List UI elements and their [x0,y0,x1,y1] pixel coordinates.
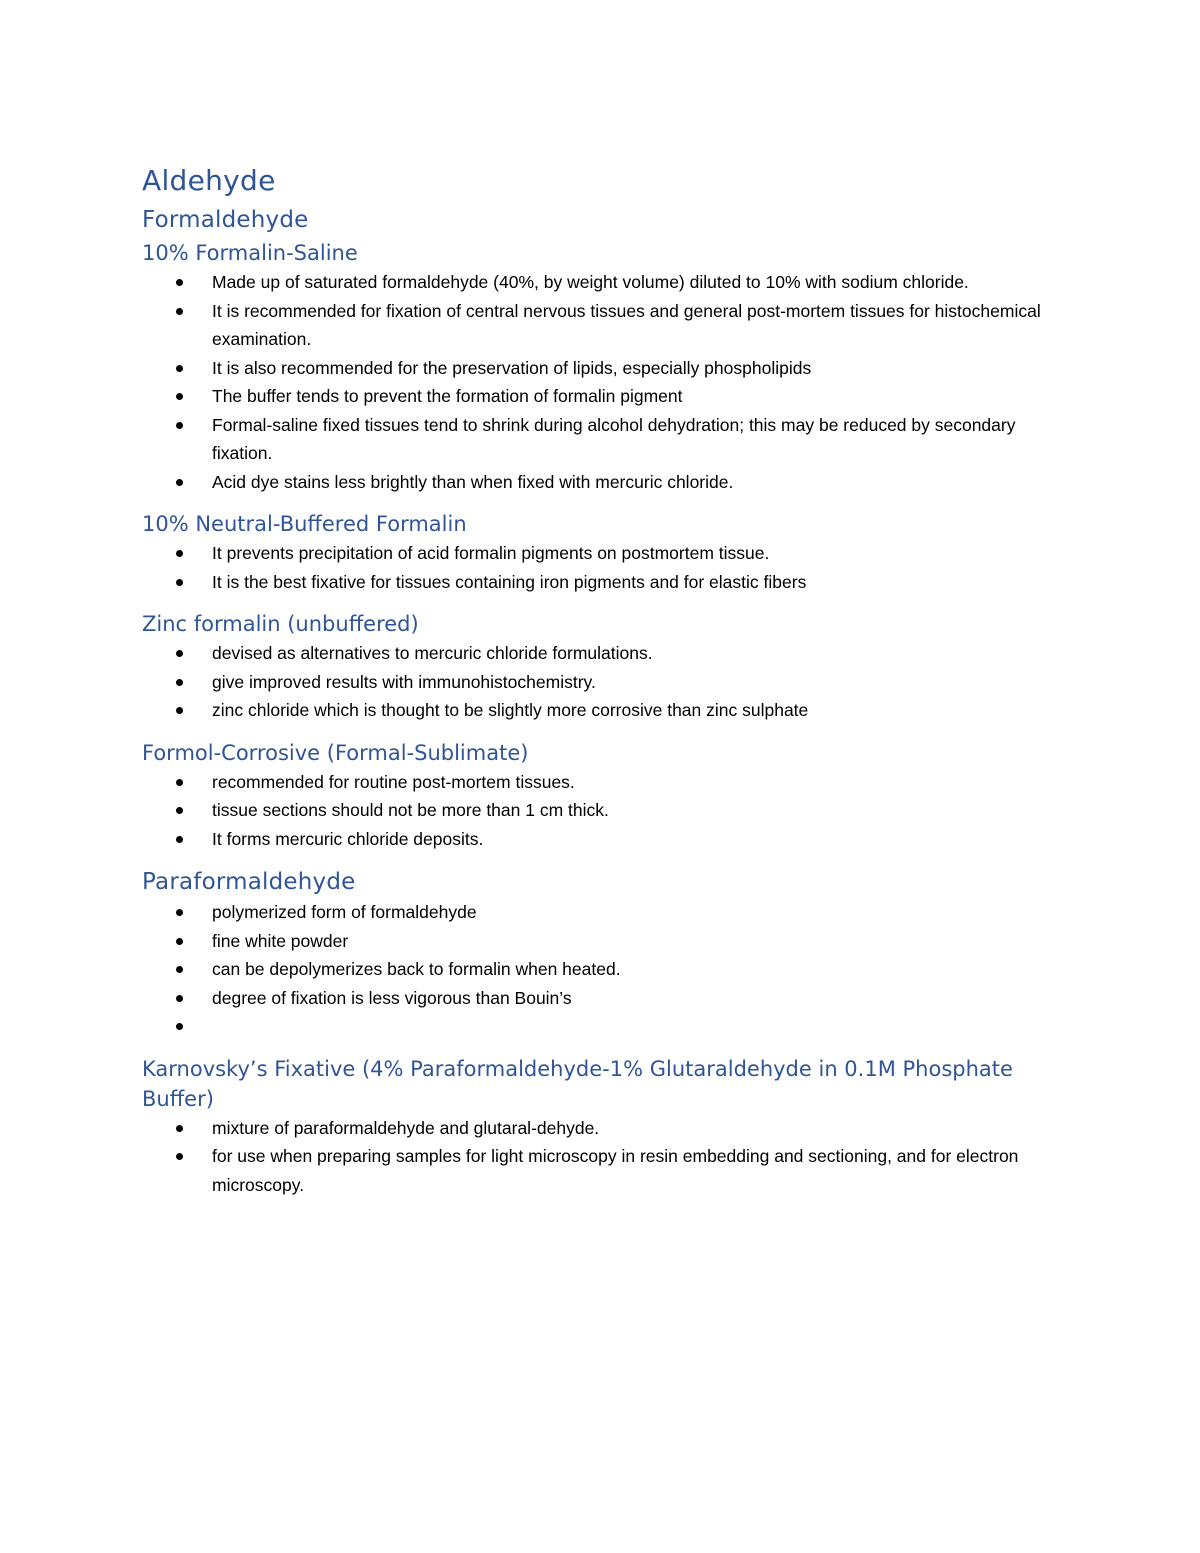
list-item: give improved results with immunohistochemistry. [142,668,1062,697]
bullet-icon [176,479,183,486]
list-item: It forms mercuric chloride deposits. [142,825,1062,854]
list-item: It prevents precipitation of acid formalin pigments on postmortem tissue. [142,539,1062,568]
bullet-icon [176,279,183,286]
bullet-icon [176,836,183,843]
bullet-icon [176,807,183,814]
bullet-icon [176,650,183,657]
list-item: polymerized form of formaldehyde [142,898,1062,927]
heading-zinc-formalin: Zinc formalin (unbuffered) [142,612,419,636]
bullet-icon [176,550,183,557]
document-content [142,160,1062,1199]
list-item: devised as alternatives to mercuric chloride formulations. [142,639,1062,668]
bullet-icon [176,1153,183,1160]
bullet-icon [176,707,183,714]
bullet-icon [176,422,183,429]
zinc-formalin-list [142,639,1062,725]
list-item: The buffer tends to prevent the formation of formalin pigment [142,382,1062,411]
list-item [142,1012,1062,1041]
list-item: Formal-saline fixed tissues tend to shrink during alcohol dehydration; this may be reduced by secondary fixation. [142,411,1062,468]
paraformaldehyde-list [142,898,1062,1041]
list-item: It is also recommended for the preservation of lipids, especially phospholipids [142,354,1062,383]
bullet-icon [176,308,183,315]
list-item: for use when preparing samples for light microscopy in resin embedding and sectioning, and for electron microscopy. [142,1142,1062,1199]
list-item: tissue sections should not be more than 1 cm thick. [142,796,1062,825]
bullet-icon [176,938,183,945]
formol-corrosive-list [142,768,1062,854]
heading-formalin-saline: 10% Formalin-Saline [142,241,358,265]
bullet-icon [176,995,183,1002]
heading-formol-corrosive: Formol-Corrosive (Formal-Sublimate) [142,740,529,765]
heading-formaldehyde: Formaldehyde [142,207,309,233]
list-item: zinc chloride which is thought to be slightly more corrosive than zinc sulphate [142,696,1062,725]
bullet-icon [176,393,183,400]
karnovsky-list [142,1114,1062,1200]
heading-neutral-buffered-formalin: 10% Neutral-Buffered Formalin [142,512,467,536]
list-item: Acid dye stains less brightly than when fixed with mercuric chloride. [142,468,1062,497]
bullet-icon [176,365,183,372]
neutral-buffered-formalin-list [142,539,1062,596]
heading-karnovsky: Karnovsky’s Fixative (4% Paraformaldehyde-1% Glutaraldehyde in 0.1M Phosphate Buffer) [142,1056,1013,1111]
bullet-icon [176,1125,183,1132]
document-title: Aldehyde [142,164,276,197]
list-item: fine white powder [142,927,1062,956]
formalin-saline-list [142,268,1062,496]
list-item: can be depolymerizes back to formalin when heated. [142,955,1062,984]
list-item: degree of fixation is less vigorous than Bouin’s [142,984,1062,1013]
bullet-icon [176,909,183,916]
list-item: It is the best fixative for tissues containing iron pigments and for elastic fibers [142,568,1062,597]
list-item: mixture of paraformaldehyde and glutaral-dehyde. [142,1114,1062,1143]
bullet-icon [176,966,183,973]
bullet-icon [176,1023,183,1030]
heading-paraformaldehyde: Paraformaldehyde [142,869,356,895]
list-item: Made up of saturated formaldehyde (40%, by weight volume) diluted to 10% with sodium chloride. [142,268,1062,297]
bullet-icon [176,579,183,586]
bullet-icon [176,679,183,686]
list-item: It is recommended for fixation of central nervous tissues and general post-mortem tissues for histochemical examination. [142,297,1062,354]
bullet-icon [176,779,183,786]
list-item: recommended for routine post-mortem tissues. [142,768,1062,797]
